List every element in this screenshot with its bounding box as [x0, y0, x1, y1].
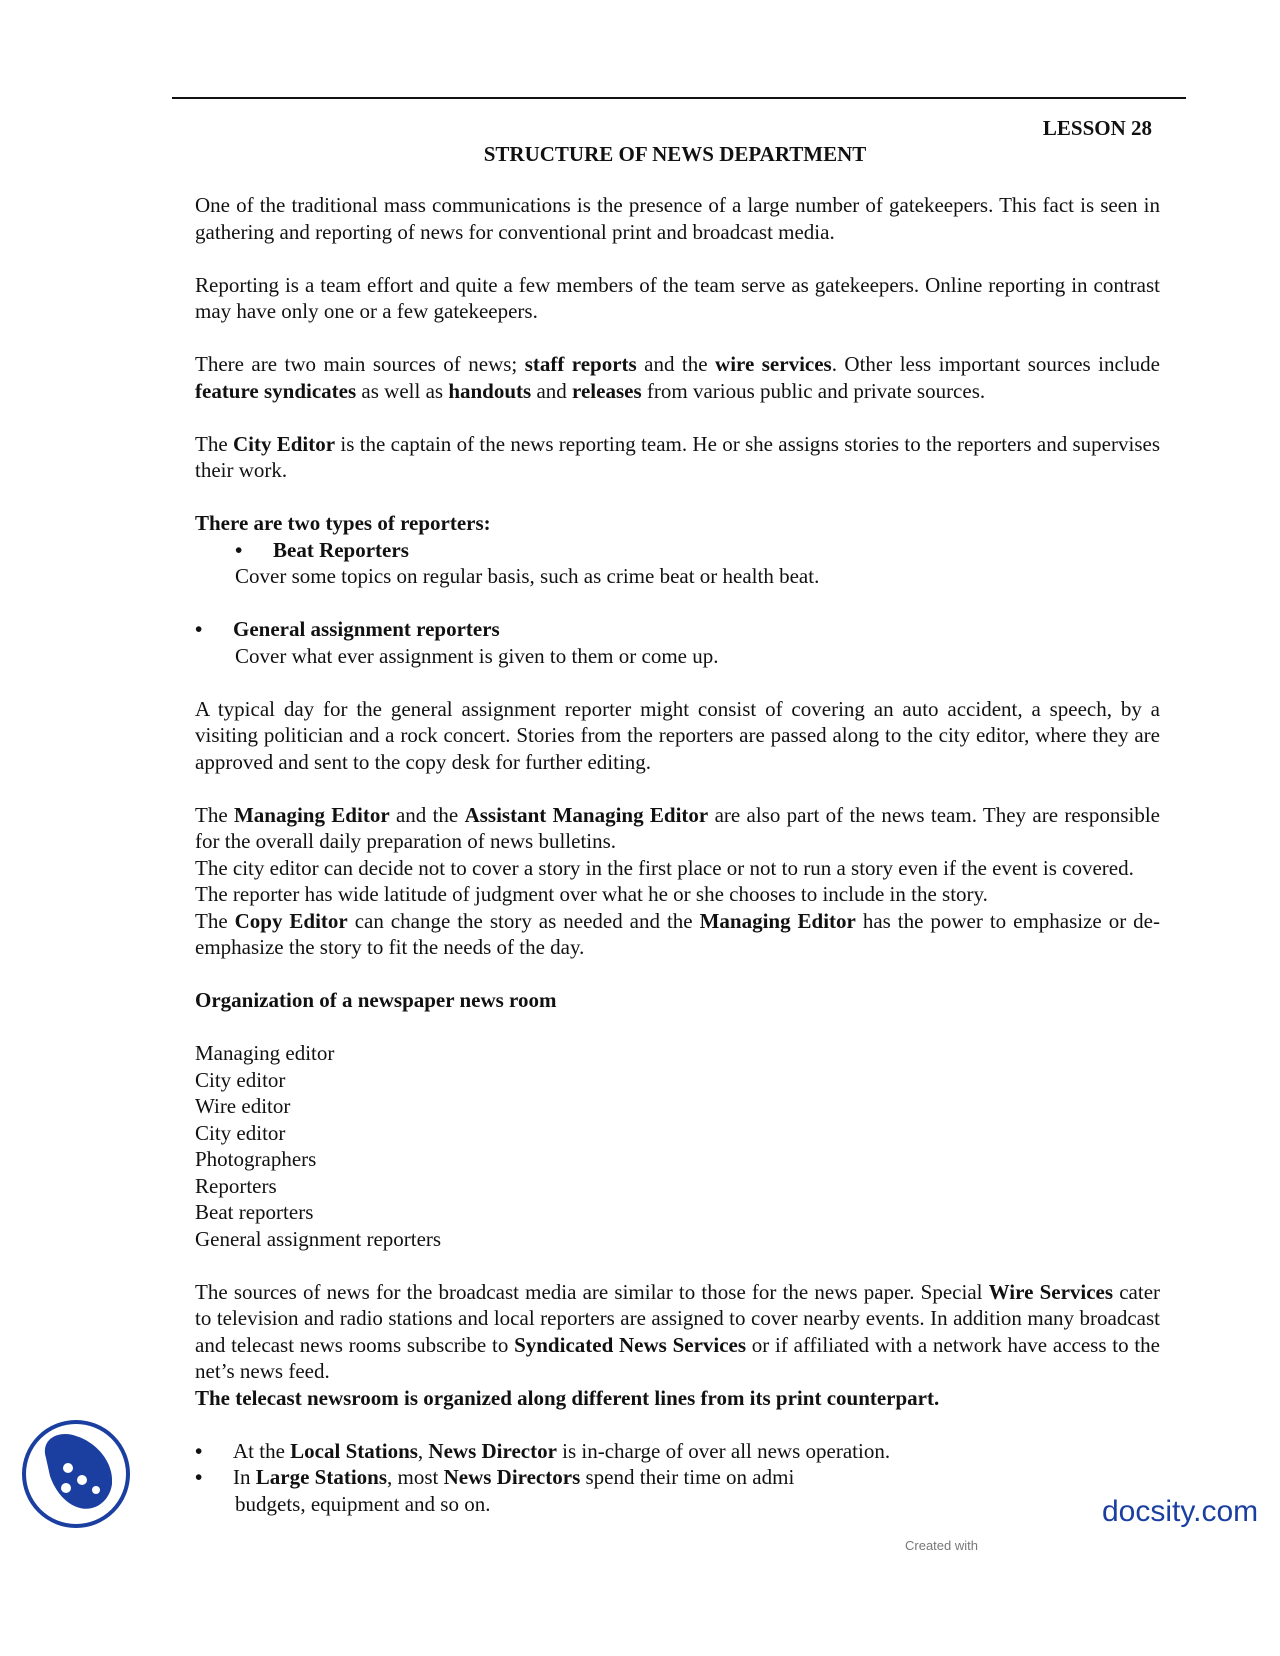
lesson-number: LESSON 28 — [1042, 116, 1152, 140]
bullet-icon: • — [235, 537, 243, 562]
paragraph-5: A typical day for the general assignment reporter might consist of covering an auto accident, a speech, by a visiting politician and a rock concert. Stories from the reporters are passed along to the city editor, where they are approved and sent to the copy desk for further editing. — [195, 696, 1160, 774]
document-body — [195, 192, 1160, 1517]
paragraph-2: Reporting is a team effort and quite a few members of the team serve as gatekeepers. Online reporting in contrast may have only one or a few gatekeepers. — [195, 272, 1160, 323]
list-item: Photographers — [195, 1147, 317, 1171]
beat-reporters-desc: Cover some topics on regular basis, such as crime beat or health beat. — [235, 564, 820, 588]
list-item: City editor — [195, 1067, 286, 1092]
docsity-watermark: docsity.com — [1102, 1495, 1259, 1528]
telecast-statement: The telecast newsroom is organized along different lines from its print counterpart. — [195, 1385, 940, 1410]
large-stations-continuation: budgets, equipment and so on. — [235, 1491, 491, 1516]
list-item: Wire editor — [195, 1094, 291, 1118]
page-title: STRUCTURE OF NEWS DEPARTMENT — [483, 142, 867, 166]
paragraph-10: The sources of news for the broadcast media are similar to those for the news paper. Special Wire Services cater to television and radio stations and local reporters are assigned to cover nearby events. In addition many broadcast and telecast news rooms subscribe to Syndicated News Services or if affiliated with a network have access to the net’s news feed. — [195, 1279, 1161, 1383]
paragraph-8: The reporter has wide latitude of judgment over what he or she chooses to include in the story. — [195, 882, 988, 906]
general-reporters-desc: Cover what ever assignment is given to them or come up. — [235, 643, 719, 668]
local-stations-item: • At the Local Stations, News Director is in-charge of over all news operation. — [195, 1438, 891, 1463]
list-item: General assignment reporters — [195, 1226, 442, 1251]
beat-reporters-item: • Beat Reporters — [235, 537, 409, 562]
list-item: Managing editor — [195, 1041, 335, 1065]
paragraph-3: There are two main sources of news; staff reports and the wire services. Other less important sources include feature syndicates as well as handouts and releases from various public and private sources. — [195, 352, 1160, 403]
created-with-label: Created with — [905, 1538, 978, 1553]
paragraph-6: The Managing Editor and the Assistant Managing Editor are also part of the news team. They are responsible for the overall daily preparation of news bulletins. — [195, 802, 1160, 853]
list-item: Beat reporters — [195, 1200, 314, 1224]
paragraph-7: The city editor can decide not to cover a story in the first place or not to run a story even if the event is covered. — [195, 855, 1134, 880]
docsity-logo-icon — [20, 1418, 132, 1530]
list-item: Reporters — [195, 1173, 277, 1198]
organization-heading: Organization of a newspaper news room — [195, 988, 557, 1012]
list-item: City editor — [195, 1120, 286, 1145]
general-reporters-item: • General assignment reporters — [195, 617, 500, 641]
reporter-types-heading: There are two types of reporters: — [195, 511, 491, 535]
header-rule — [172, 97, 1186, 99]
bullet-icon: • — [195, 617, 203, 641]
paragraph-4: The City Editor is the captain of the news reporting team. He or she assigns stories to the reporters and supervises their work. — [195, 431, 1161, 482]
large-stations-item: • In Large Stations, most News Directors spend their time on admi — [195, 1465, 795, 1489]
bullet-icon: • — [195, 1465, 203, 1489]
organization-list — [195, 1040, 1160, 1252]
paragraph-1: One of the traditional mass communications is the presence of a large number of gatekeepers. This fact is seen in gathering and reporting of news for conventional print and broadcast media. — [195, 193, 1160, 244]
bullet-icon: • — [195, 1438, 203, 1463]
paragraph-9: The Copy Editor can change the story as needed and the Managing Editor has the power to emphasize or de-emphasize the story to fit the needs of the day. — [195, 908, 1160, 959]
